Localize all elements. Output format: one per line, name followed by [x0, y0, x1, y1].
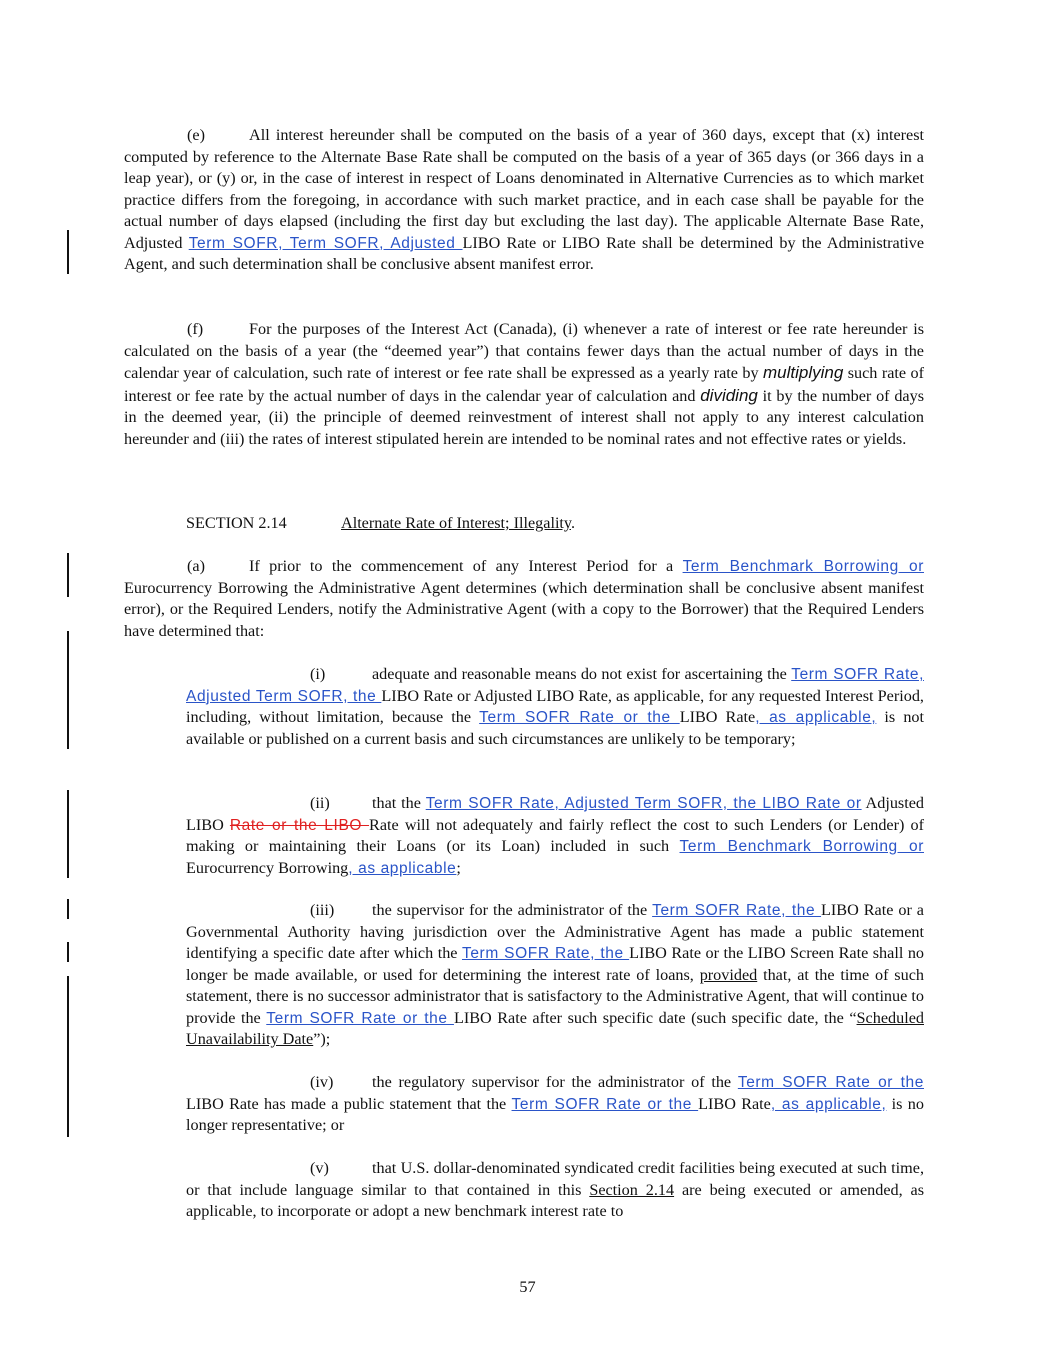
item-v: [186, 1158, 924, 1223]
item-text: that U.S. dollar-denominated syndicated credit facilities being executed at such time, or that include language similar to that contained in this: [186, 1159, 924, 1199]
item-text: LIBO Rate after such specific date (such specific date, the “: [453, 1008, 857, 1027]
section-title: Alternate Rate of Interest; Illegality: [341, 514, 571, 532]
item-text: that, at the time of such statement, there is no successor administrator that is satisfactory to the Administrative Agent, that will continue to provide the: [186, 965, 924, 1027]
page-number: 57: [519, 1278, 536, 1296]
item-text: the regulatory supervisor for the administrator of the: [372, 1073, 738, 1091]
paragraph-e: [124, 125, 924, 276]
paragraph-text: For the purposes of the Interest Act (Canada), (i) whenever a rate of interest or fee rate hereunder is calculated on the basis of a year (the “deemed year”) that contains fewer days than the actual number of days in the calendar year of calculation, such rate of interest or fee rate shall be expressed as a yearly rate by: [124, 320, 924, 382]
defined-term: provided: [699, 965, 758, 984]
inserted-text: , as applicable,: [755, 709, 877, 726]
change-bar: [67, 553, 69, 597]
inserted-text: Term SOFR Rate or the: [266, 1009, 454, 1027]
paragraph-text: If prior to the commencement of any Interest Period for a: [249, 557, 683, 575]
item-text: is not available or published on a current basis and such circumstances are unlikely to be temporary;: [186, 708, 925, 748]
item-text: LIBO Rate: [698, 1094, 771, 1113]
item-text: ”);: [313, 1030, 331, 1048]
paragraph-label: (a): [187, 557, 205, 575]
section-heading: [186, 513, 575, 535]
inserted-text: Term SOFR Rate, Adjusted Term SOFR, the: [186, 666, 924, 705]
defined-term: Scheduled Unavailability Date: [186, 1008, 924, 1048]
item-text: the supervisor for the administrator of the: [372, 901, 653, 919]
section-number: SECTION 2.14: [186, 514, 287, 532]
paragraph-text: it by the number of days in the deemed year, (ii) the principle of deemed reinvestment of interest shall not apply to any interest calculation hereunder and (iii) the rates of interest stipulated herein are intended to be nominal rates and not effective rates or yields.: [124, 386, 925, 448]
change-bar: [67, 631, 69, 749]
change-bar: [67, 790, 69, 878]
item-label: (ii): [310, 794, 330, 812]
inserted-text: Term SOFR Rate, Adjusted Term SOFR, the LIBO Rate or: [425, 795, 862, 812]
inserted-text: Term Benchmark Borrowing or: [682, 558, 924, 575]
deleted-text: Rate or the LIBO: [229, 816, 370, 834]
emphasized-text: dividing: [700, 385, 758, 405]
item-text: are being executed or amended, as applicable, to incorporate or adopt a new benchmark interest rate to: [186, 1180, 925, 1220]
item-text: LIBO Rate has made a public statement that the: [186, 1094, 512, 1113]
cross-reference: Section 2.14: [589, 1180, 675, 1199]
change-bar: [67, 976, 69, 1048]
section-period: .: [570, 514, 576, 532]
item-text: LIBO Rate or a Governmental Authority having jurisdiction over the Administrative Agent has made a public statement identifying a specific date after which the: [186, 901, 924, 962]
inserted-text: Term Benchmark Borrowing or: [679, 838, 924, 855]
inserted-text: , as applicable: [348, 859, 457, 877]
paragraph-a: [124, 556, 924, 642]
item-text: LIBO Rate or the LIBO Screen Rate shall no longer be made available, or used for determining the interest rate of loans,: [186, 944, 925, 984]
item-text: adequate and reasonable means do not exist for ascertaining the: [372, 665, 792, 683]
change-bar: [67, 1041, 69, 1137]
item-label: (v): [310, 1159, 329, 1177]
item-text: Adjusted LIBO: [186, 794, 924, 834]
paragraph-f: [124, 319, 924, 450]
paragraph-text: such rate of interest or fee rate by the actual number of days in the calendar year of calculation and: [124, 364, 924, 405]
item-text: ;: [456, 858, 461, 877]
change-bar: [67, 942, 69, 962]
item-label: (iv): [310, 1073, 334, 1091]
paragraph-text: LIBO Rate or LIBO Rate shall be determined by the Administrative Agent, and such determination shall be conclusive absent manifest error.: [124, 233, 925, 273]
item-text: that the: [372, 794, 426, 812]
item-text: Rate will not adequately and fairly reflect the cost to such Lenders (or Lender) of making or maintaining their Loans (or its Loan) included in such: [186, 815, 925, 855]
inserted-text: Term SOFR Rate, the: [461, 945, 630, 962]
paragraph-text: Eurocurrency Borrowing the Administrative Agent determines (which determination shall be conclusive absent manifest error), or the Required Lenders, notify the Administrative Agent (with a copy to the Borrower) that the Required Lenders have determined that:: [124, 578, 924, 640]
inserted-text: Term SOFR Rate, the: [652, 902, 822, 919]
item-label: (iii): [310, 901, 335, 919]
inserted-text: Term SOFR Rate or the: [511, 1095, 699, 1113]
item-text: is no longer representative; or: [186, 1094, 924, 1134]
inserted-text: Term SOFR Rate or the: [737, 1074, 924, 1091]
paragraph-label: (f): [187, 320, 204, 338]
change-bar: [67, 230, 69, 274]
item-iii: [186, 900, 924, 1051]
item-text: LIBO Rate or Adjusted LIBO Rate, as applicable, for any requested Interest Period, including, without limitation, because the: [186, 686, 924, 726]
change-bar: [67, 899, 69, 919]
inserted-text: , as applicable,: [770, 1095, 887, 1113]
inserted-text: Term SOFR Rate or the: [479, 709, 680, 726]
item-text: Eurocurrency Borrowing: [186, 858, 349, 877]
item-ii: [186, 793, 924, 879]
item-text: LIBO Rate: [679, 708, 756, 726]
item-iv: [186, 1072, 924, 1137]
item-label: (i): [310, 665, 326, 683]
emphasized-text: multiplying: [763, 363, 844, 382]
paragraph-text: All interest hereunder shall be computed on the basis of a year of 360 days, except that (x) interest computed by reference to the Alternate Base Rate shall be computed on the basis of a year of 365 days (or 366 days in a leap year), or (y) or, in the case of interest in respect of Loans denominated in Alternative Currencies as to which market practice differs from the foregoing, in accordance with such market practice, and in each case shall be payable for the actual number of days elapsed (including the first day but excluding the last day). The applicable Alternate Base Rate, Adjusted: [124, 126, 924, 252]
inserted-text: Term SOFR, Term SOFR, Adjusted: [188, 234, 463, 252]
item-i: [186, 664, 924, 750]
paragraph-label: (e): [187, 126, 205, 144]
